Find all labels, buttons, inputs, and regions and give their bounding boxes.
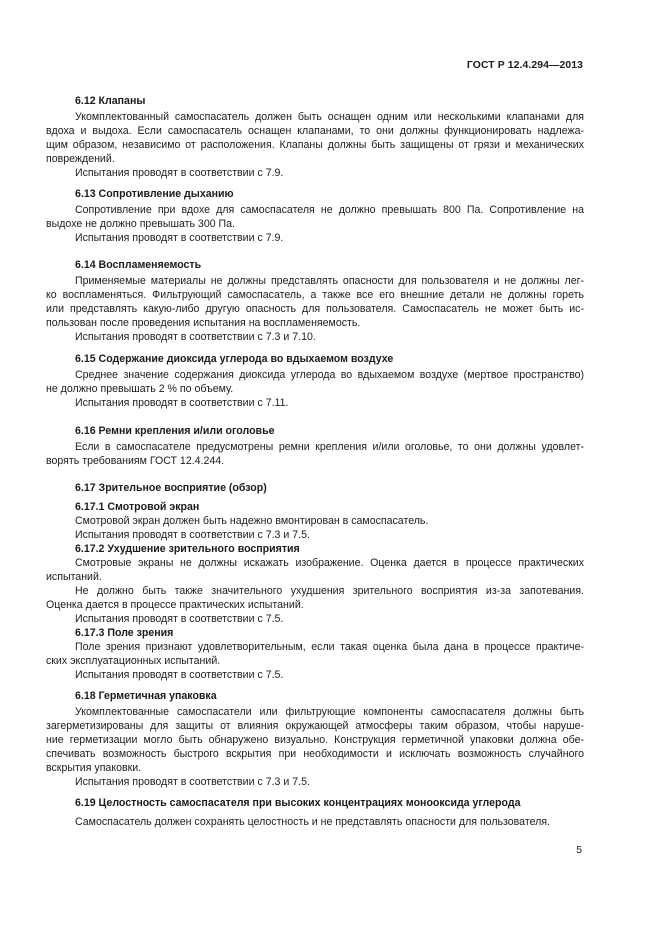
text-line: Укомплектованные самоспасатели или фильтрующие компоненты самоспасателя должны быть <box>75 706 584 718</box>
text-line: Сопротивление при вдохе для самоспасателя не должно превышать 800 Па. Сопротивление на <box>75 204 584 216</box>
section-heading: 6.19 Целостность самоспасателя при высоких концентрациях монооксида углерода <box>75 797 521 809</box>
text-line: Испытания проводят в соответствии с 7.5. <box>75 613 284 625</box>
page-number: 5 <box>576 845 582 856</box>
text-line: ских эксплуатационных испытаний. <box>46 655 221 667</box>
text-line: Самоспасатель должен сохранять целостность и не представлять опасности для пользователя. <box>75 816 550 828</box>
text-line: выдохе не должно превышать 300 Па. <box>46 218 235 230</box>
text-line: Испытания проводят в соответствии с 7.9. <box>75 232 284 244</box>
section-heading: 6.12 Клапаны <box>75 95 146 107</box>
text-line: Смотровые экраны не должны искажать изображение. Оценка дается в процессе практических <box>75 557 584 569</box>
text-line: Испытания проводят в соответствии с 7.3 и 7.5. <box>75 529 310 541</box>
text-line: вскрытия упаковки. <box>46 762 142 774</box>
text-line: ние герметизации могло быть обнаружено визуально. Конструкция герметичной упаковки должна обе- <box>46 734 584 746</box>
text-line: не должно превышать 2 % по объему. <box>46 383 234 395</box>
text-line: Оценка дается в процессе практических испытаний. <box>46 599 304 611</box>
section-heading: 6.17.1 Смотровой экран <box>75 501 200 513</box>
text-line: Среднее значение содержания диоксида углерода во вдыхаемом воздухе (мертвое пространство) <box>75 369 584 381</box>
text-line: щим образом, независимо от расположения. Клапаны должны быть защищены от грязи и механических <box>46 139 584 151</box>
text-line: или представлять какую-либо другую опасность для пользователя. Самоспасатель не может быть ис- <box>46 303 584 315</box>
text-line: испытаний. <box>46 571 102 583</box>
text-line: Поле зрения признают удовлетворительным, если такая оценка была дана в процессе практиче- <box>75 641 584 653</box>
section-heading: 6.16 Ремни крепления и/или оголовье <box>75 425 275 437</box>
text-line: Если в самоспасателе предусмотрены ремни крепления и/или оголовье, то они должны удовлет- <box>75 441 584 453</box>
text-line: ко воспламеняться. Фильтрующий самоспасатель, а также все его внешние детали не должны гореть <box>46 289 584 301</box>
text-line: Испытания проводят в соответствии с 7.9. <box>75 167 284 179</box>
text-line: Смотровой экран должен быть надежно вмонтирован в самоспасатель. <box>75 515 429 527</box>
text-line: Испытания проводят в соответствии с 7.5. <box>75 669 284 681</box>
text-line: загерметизированы для защиты от влияния окружающей атмосферы таким образом, чтобы наруше- <box>46 720 584 732</box>
text-line: Испытания проводят в соответствии с 7.3 и 7.10. <box>75 331 316 343</box>
section-heading: 6.17.3 Поле зрения <box>75 627 174 639</box>
section-heading: 6.17.2 Ухудшение зрительного восприятия <box>75 543 300 555</box>
text-line: Испытания проводят в соответствии с 7.3 и 7.5. <box>75 776 310 788</box>
text-line: Испытания проводят в соответствии с 7.11. <box>75 397 289 409</box>
text-line: пользован после проведения испытания на воспламеняемость. <box>46 317 361 329</box>
text-line: повреждений. <box>46 153 115 165</box>
document-header: ГОСТ Р 12.4.294—2013 <box>466 60 583 71</box>
section-heading: 6.15 Содержание диоксида углерода во вдыхаемом воздухе <box>75 353 394 365</box>
section-heading: 6.18 Герметичная упаковка <box>75 690 217 702</box>
section-heading: 6.13 Сопротивление дыханию <box>75 188 234 200</box>
text-line: ворять требованиям ГОСТ 12.4.244. <box>46 455 225 467</box>
text-line: Не должно быть также значительного ухудшения зрительного восприятия из-за запотевания. <box>75 585 584 597</box>
text-line: Укомплектованный самоспасатель должен быть оснащен одним или несколькими клапанами для <box>75 111 584 123</box>
text-line: вдоха и выдоха. Если самоспасатель оснащен клапанами, то они должны функционировать надлежа- <box>46 125 584 137</box>
text-line: Применяемые материалы не должны представлять опасности для пользователя и не должны лег- <box>75 275 584 287</box>
text-line: спечивать возможность быстрого вскрытия при необходимости и исключать возможность случайного <box>46 748 584 760</box>
section-heading: 6.17 Зрительное восприятие (обзор) <box>75 482 267 494</box>
section-heading: 6.14 Воспламеняемость <box>75 259 202 271</box>
